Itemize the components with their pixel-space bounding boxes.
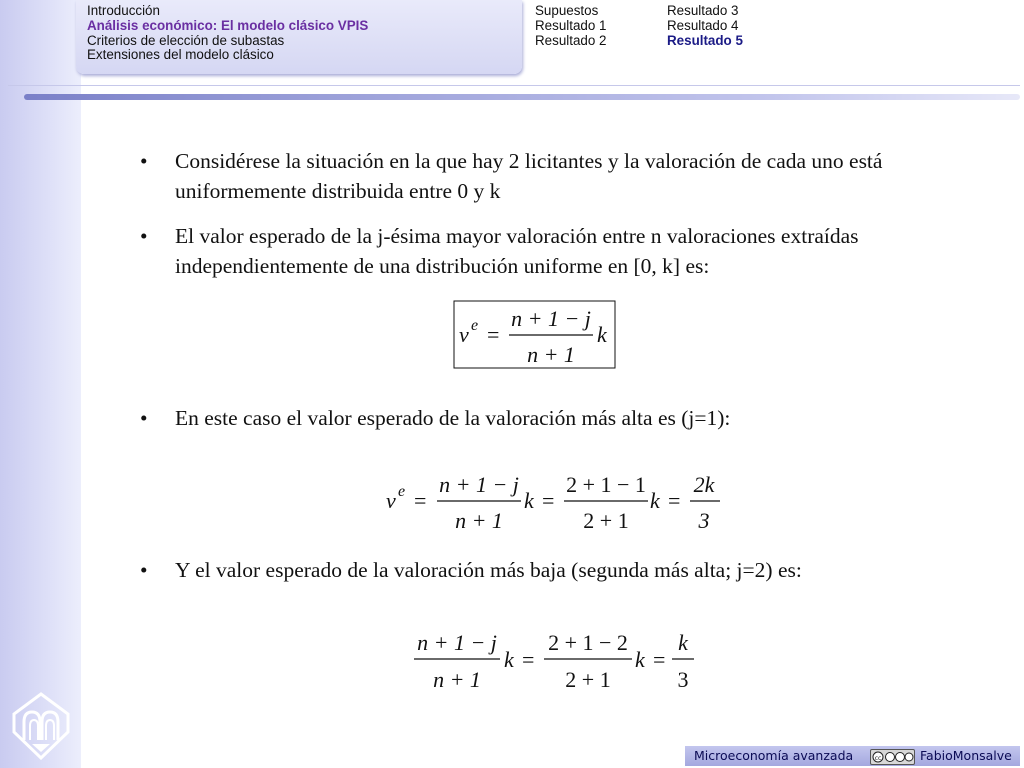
- nav-section-introduccion[interactable]: Introducción: [87, 3, 160, 18]
- formula-general: [453, 300, 617, 370]
- formula-numerator: n + 1 − j: [417, 630, 497, 655]
- header-divider: [8, 85, 1020, 86]
- footer-course: Microeconomía avanzada: [694, 748, 854, 763]
- formula-k: k: [504, 647, 514, 672]
- header-accent-bar: [24, 94, 1020, 100]
- formula-numerator: 2k: [693, 472, 715, 497]
- formula-equals: =: [653, 647, 666, 672]
- formula-denominator: 2 + 1: [583, 508, 629, 533]
- formula-k: k: [635, 647, 645, 672]
- bullet-symbol: •: [140, 149, 148, 173]
- bullet-text: El valor esperado de la j-ésima mayor valoración entre n valoraciones extraídas independientemente de una distribución uniforme en [0, k] es:: [175, 224, 859, 278]
- bullet-symbol: •: [140, 558, 148, 582]
- formula-equals: =: [522, 647, 535, 672]
- formula-equals: =: [542, 488, 555, 513]
- formula-denominator: 3: [677, 667, 689, 692]
- formula-denominator: 2 + 1: [565, 667, 611, 692]
- footer-bar: [685, 746, 1020, 766]
- creative-commons-icon: [870, 749, 915, 765]
- university-logo: [10, 692, 72, 760]
- nav-sub-resultado-4[interactable]: Resultado 4: [667, 17, 739, 33]
- nav-sub-supuestos[interactable]: Supuestos: [535, 3, 599, 18]
- formula-denominator: n + 1: [527, 342, 575, 367]
- formula-superscript: e: [471, 317, 479, 334]
- formula-numerator: 2 + 1 − 2: [548, 630, 628, 655]
- nav-section-criterios[interactable]: Criterios de elección de subastas: [87, 32, 285, 48]
- formula-highest: [384, 468, 724, 534]
- formula-numerator: 2 + 1 − 1: [566, 472, 646, 497]
- formula-equals: =: [668, 488, 681, 513]
- formula-numerator: n + 1 − j: [511, 306, 591, 331]
- formula-k: k: [524, 488, 534, 513]
- section-nav: [87, 4, 368, 63]
- subsection-nav-col1: [535, 4, 606, 48]
- formula-denominator: n + 1: [455, 508, 503, 533]
- nav-sub-resultado-3[interactable]: Resultado 3: [667, 3, 739, 18]
- formula-equals: =: [487, 322, 500, 347]
- bullet-text: Y el valor esperado de la valoración más baja (segunda más alta; j=2) es:: [175, 558, 802, 582]
- formula-superscript: e: [398, 483, 406, 500]
- bullet-text: En este caso el valor esperado de la valoración más alta es (j=1):: [175, 406, 731, 430]
- formula-lhs: v: [386, 488, 396, 513]
- formula-denominator: 3: [698, 508, 710, 533]
- subsection-nav-col2: [667, 4, 743, 48]
- nav-sub-resultado-5[interactable]: Resultado 5: [667, 32, 743, 48]
- nav-section-analisis[interactable]: Análisis económico: El modelo clásico VPIS: [87, 17, 369, 33]
- formula-tail: k: [597, 322, 607, 347]
- nav-section-extensiones[interactable]: Extensiones del modelo clásico: [87, 47, 274, 63]
- formula-lowest: [410, 626, 700, 694]
- left-band: [0, 0, 81, 768]
- formula-k: k: [650, 488, 660, 513]
- formula-numerator: n + 1 − j: [439, 472, 519, 497]
- formula-denominator: n + 1: [433, 667, 481, 692]
- svg-text:cc: cc: [874, 755, 882, 762]
- nav-sub-resultado-2[interactable]: Resultado 2: [535, 32, 607, 48]
- nav-sub-resultado-1[interactable]: Resultado 1: [535, 17, 607, 33]
- bullet-text: Considérese la situación en la que hay 2 licitantes y la valoración de cada uno está uniformemente distribuida entre 0 y k: [175, 149, 883, 203]
- formula-equals: =: [414, 488, 427, 513]
- formula-numerator: k: [678, 630, 688, 655]
- bullet-symbol: •: [140, 224, 148, 248]
- formula-lhs: v: [459, 322, 469, 347]
- footer-author: FabioMonsalve: [920, 748, 1012, 763]
- bullet-symbol: •: [140, 406, 148, 430]
